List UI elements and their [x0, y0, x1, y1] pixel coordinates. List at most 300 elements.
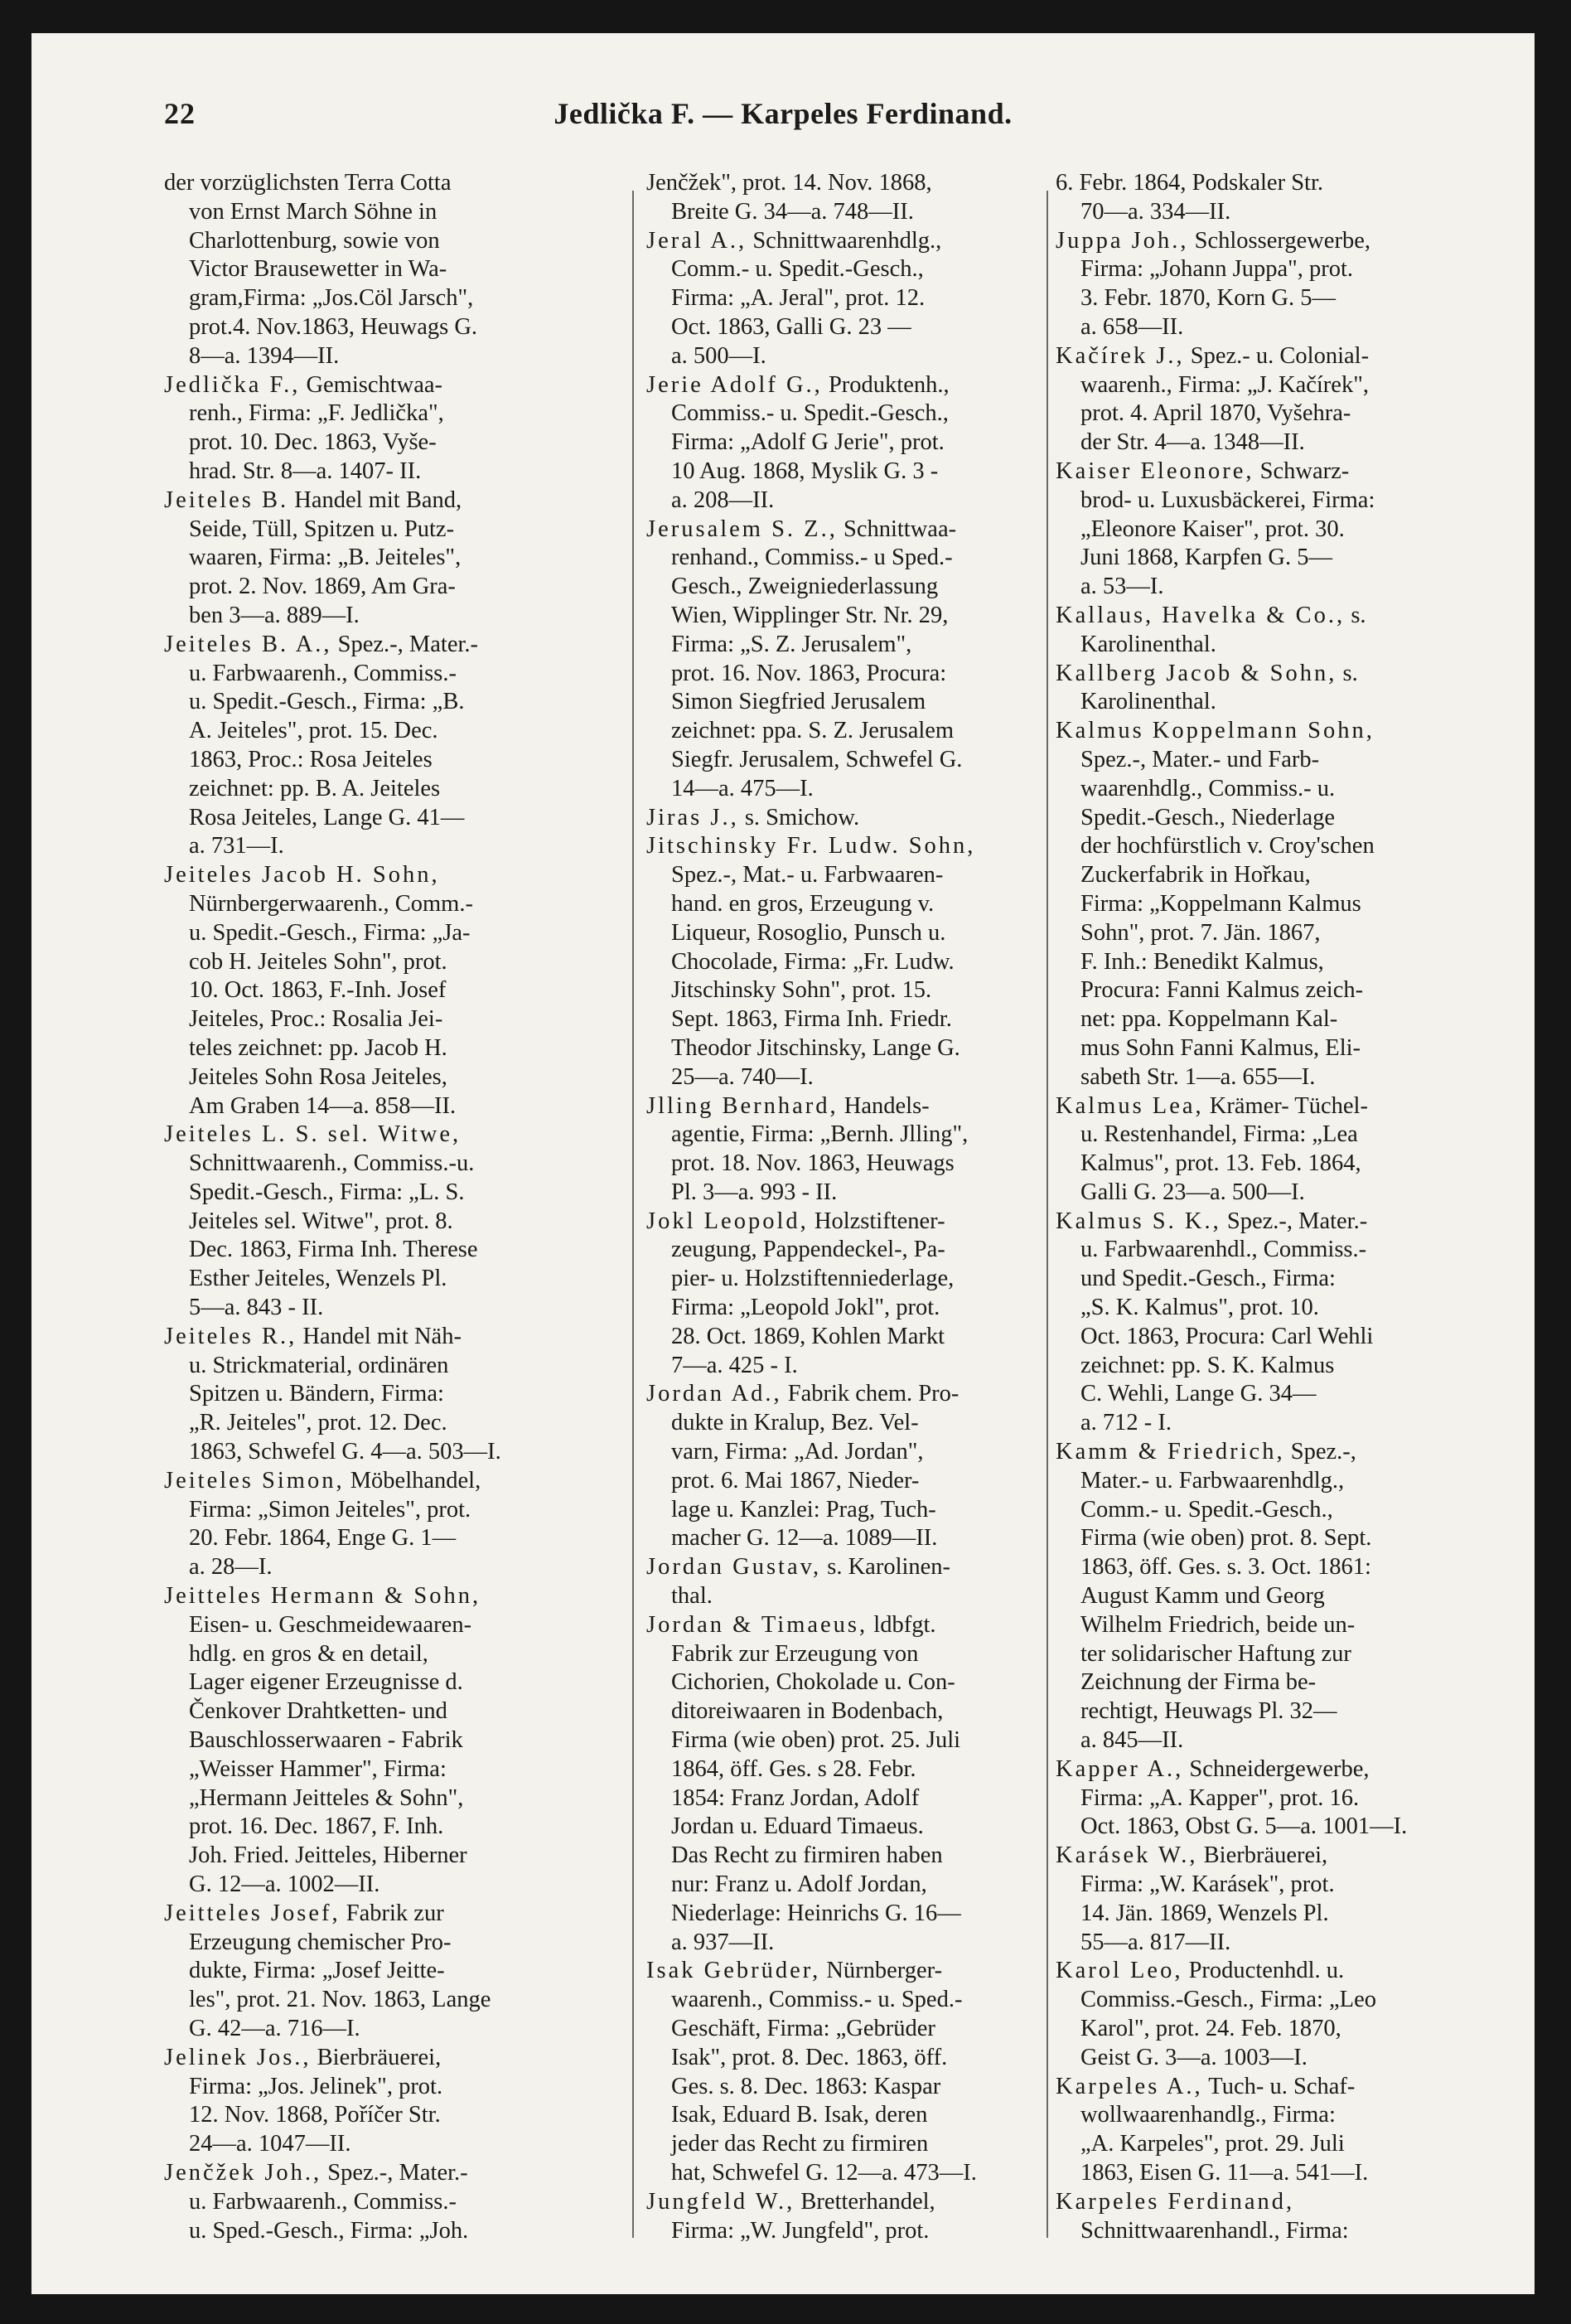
entry-line — [671, 2044, 1084, 2073]
directory-entry — [164, 2159, 603, 2245]
entry-line — [1080, 1005, 1503, 1034]
entry-text: 14. Jän. 1869, Wenzels Pl. — [1080, 1900, 1329, 1926]
entry-text: G. 12—a. 1002—II. — [189, 1871, 380, 1898]
entry-line — [189, 1380, 603, 1409]
entry-line — [1080, 804, 1503, 833]
entry-line — [671, 1842, 1084, 1871]
entry-text: Comm.- u. Spedit.-Gesch., — [671, 256, 924, 283]
entry-line — [1080, 1467, 1503, 1496]
entry-text: a. 712 - I. — [1080, 1410, 1172, 1436]
entry-text: der Str. 4—a. 1348—II. — [1080, 429, 1305, 456]
directory-entry — [164, 169, 603, 371]
entry-name: Kalmus S. K., — [1056, 1208, 1221, 1234]
column-3 — [1056, 169, 1503, 2245]
entry-line — [671, 1063, 1084, 1092]
entry-text: 70—a. 334—II. — [1080, 198, 1231, 225]
entry-name: Jiras J., — [646, 804, 739, 830]
entry-text: Chocolade, Firma: „Fr. Ludw. — [671, 948, 955, 975]
entry-line — [189, 2101, 603, 2130]
directory-entry — [646, 1611, 1084, 1958]
entry-line — [189, 1986, 603, 2015]
entry-line — [646, 169, 1084, 198]
entry-name: Kaiser Eleonore, — [1056, 458, 1254, 484]
entry-line — [189, 399, 603, 428]
entry-line — [1080, 1121, 1503, 1150]
entry-text: von Ernst March Söhne in — [189, 198, 437, 225]
entry-text: Oct. 1863, Obst G. 5—a. 1001—I. — [1080, 1813, 1408, 1840]
entry-text: prot. 6. Mai 1867, Nieder- — [671, 1467, 920, 1494]
entry-text: Jeiteles sel. Witwe", prot. 8. — [189, 1208, 453, 1234]
entry-line — [1056, 717, 1503, 746]
entry-line — [189, 948, 603, 977]
entry-text: Jeiteles Sohn Rosa Jeiteles, — [189, 1063, 447, 1090]
directory-entry — [1056, 602, 1503, 660]
directory-entry — [646, 227, 1084, 371]
entry-line — [671, 919, 1084, 948]
entry-line — [1056, 2188, 1503, 2217]
directory-entry — [1056, 1208, 1503, 1438]
entry-text: brod- u. Luxusbäckerei, Firma: — [1080, 487, 1375, 513]
entry-text: Nürnbergerwaarenh., Comm.- — [189, 890, 473, 917]
entry-name: Kallberg Jacob & Sohn, — [1056, 660, 1337, 686]
entry-text: varn, Firma: „Ad. Jordan", — [671, 1439, 924, 1465]
entry-text: Firma (wie oben) prot. 25. Juli — [671, 1727, 961, 1754]
entry-line — [671, 255, 1084, 284]
entry-line — [189, 746, 603, 775]
entry-text: Schnittwaa- — [843, 516, 957, 542]
entry-text: Sohn", prot. 7. Jän. 1867, — [1080, 919, 1321, 946]
entry-line — [189, 2015, 603, 2044]
entry-line — [1056, 1957, 1503, 1986]
entry-line — [671, 1496, 1084, 1525]
entry-line — [1080, 832, 1503, 861]
entry-line — [671, 1438, 1084, 1467]
entry-text: a. 208—II. — [671, 487, 775, 513]
entry-name: Kapper A., — [1056, 1755, 1184, 1782]
entry-line — [1080, 746, 1503, 775]
entry-line — [671, 1005, 1084, 1034]
entry-line — [671, 1900, 1084, 1929]
entry-text: Zuckerfabrik in Hořkau, — [1080, 862, 1311, 888]
entry-line — [1080, 1179, 1503, 1208]
entry-text: zeichnet: ppa. S. Z. Jerusalem — [671, 718, 955, 744]
entry-text: Spez.-, Mater.- — [1226, 1208, 1368, 1234]
entry-text: Spez.-, Mater.- — [327, 2159, 468, 2186]
entry-line — [1080, 976, 1503, 1005]
entry-line — [1080, 371, 1503, 400]
entry-name: Jitschinsky Fr. Ludw. Sohn, — [646, 833, 976, 859]
entry-line — [1080, 1553, 1503, 1582]
entry-line — [189, 1294, 603, 1323]
directory-entry — [1056, 169, 1503, 227]
entry-text: der hochfürstlich v. Croy'schen — [1080, 833, 1375, 859]
entry-text: 1863, Schwefel G. 4—a. 503—I. — [189, 1439, 501, 1465]
entry-line — [189, 1150, 603, 1179]
entry-line — [671, 313, 1084, 342]
entry-line — [671, 2159, 1084, 2188]
entry-text: Geschäft, Firma: „Gebrüder — [671, 2016, 935, 2041]
entry-text: a. 500—I. — [671, 342, 766, 369]
entry-line — [671, 1668, 1084, 1697]
entry-text: waarenhdlg., Commiss.- u. — [1080, 775, 1336, 801]
entry-text: Fabrik chem. Pro- — [787, 1381, 960, 1407]
entry-name: Jeral A., — [646, 227, 747, 254]
entry-line — [189, 544, 603, 573]
entry-text: prot. 2. Nov. 1869, Am Gra- — [189, 574, 456, 600]
entry-text: „S. K. Kalmus", prot. 10. — [1080, 1295, 1319, 1321]
entry-text: Lager eigener Erzeugnisse d. — [189, 1669, 463, 1696]
entry-text: ben 3—a. 889—I. — [189, 602, 360, 628]
entry-text: Ges. s. 8. Dec. 1863: Kaspar — [671, 2073, 941, 2099]
entry-text: „Weisser Hammer", Firma: — [189, 1755, 447, 1782]
page-header — [31, 96, 1535, 146]
entry-text: 6. Febr. 1864, Podskaler Str. — [1056, 170, 1324, 196]
entry-line — [671, 2217, 1084, 2246]
entry-text: les", prot. 21. Nov. 1863, Lange — [189, 1987, 491, 2013]
entry-line — [189, 660, 603, 689]
entry-line — [189, 1929, 603, 1958]
entry-line — [189, 2073, 603, 2102]
entry-line — [1080, 1294, 1503, 1323]
entry-line — [1080, 1236, 1503, 1265]
entry-text: der vorzüglichsten Terra Cotta — [164, 170, 452, 196]
entry-line — [164, 861, 603, 890]
entry-line — [189, 1611, 603, 1640]
entry-text: 28. Oct. 1869, Kohlen Markt — [671, 1323, 945, 1349]
entry-line — [189, 2188, 603, 2217]
entry-text: Tuch- u. Schaf- — [1208, 2073, 1356, 2099]
entry-line — [646, 804, 1084, 833]
entry-text: u. Spedit.-Gesch., Firma: „Ja- — [189, 919, 471, 946]
entry-line — [671, 890, 1084, 919]
entry-text: prot. 18. Nov. 1863, Heuwags — [671, 1150, 955, 1177]
directory-entry — [1056, 2188, 1503, 2246]
entry-line — [189, 1265, 603, 1294]
entry-text: Gemischtwaa- — [306, 371, 443, 398]
entry-line — [671, 1986, 1084, 2015]
entry-line — [189, 2217, 603, 2246]
entry-text: Holzstiftener- — [814, 1208, 945, 1234]
entry-name: Isak Gebrüder, — [646, 1958, 821, 1984]
entry-line — [189, 1179, 603, 1208]
entry-line — [189, 1034, 603, 1063]
entry-line — [1080, 255, 1503, 284]
entry-text: August Kamm und Georg — [1080, 1583, 1325, 1610]
directory-entry — [1056, 2073, 1503, 2188]
entry-text: cob H. Jeiteles Sohn", prot. — [189, 948, 447, 975]
entry-text: Spez.-, Mater.- und Farb- — [1080, 746, 1320, 772]
entry-text: Firma: „W. Karásek", prot. — [1080, 1871, 1335, 1898]
entry-line — [1080, 688, 1503, 717]
entry-name: Jerie Adolf G., — [646, 371, 823, 398]
entry-name: Kačírek J., — [1056, 342, 1185, 369]
entry-text: 10 Aug. 1868, Myslik G. 3 - — [671, 458, 939, 484]
entry-line — [671, 1813, 1084, 1842]
entry-text: Möbelhandel, — [350, 1467, 481, 1494]
entry-name: Juppa Joh., — [1056, 227, 1189, 254]
entry-line — [189, 1842, 603, 1871]
entry-text: hdlg. en gros & en detail, — [189, 1640, 428, 1667]
entry-text: Zeichnung der Firma be- — [1080, 1669, 1317, 1696]
entry-line — [189, 775, 603, 804]
entry-line — [1080, 516, 1503, 545]
column-divider — [632, 191, 634, 2238]
entry-text: zeichnet: pp. S. K. Kalmus — [1080, 1352, 1335, 1378]
entry-text: Spez.-, Mat.- u. Farbwaaren- — [671, 862, 944, 888]
entry-name: Jeiteles B. — [164, 487, 289, 513]
entry-text: Siegfr. Jerusalem, Schwefel G. — [671, 746, 963, 772]
entry-line — [671, 660, 1084, 689]
entry-text: Galli G. 23—a. 500—I. — [1080, 1179, 1305, 1205]
entry-line — [671, 284, 1084, 313]
entry-line — [1080, 2044, 1503, 2073]
entry-text: renhand., Commiss.- u Sped.- — [671, 545, 953, 571]
entry-line — [1080, 2159, 1503, 2188]
directory-entry — [164, 1582, 603, 1900]
entry-text: dukte, Firma: „Josef Jeitte- — [189, 1958, 445, 1984]
entry-name: Jlling Bernhard, — [646, 1092, 839, 1119]
entry-text: lage u. Kanzlei: Prag, Tuch- — [671, 1496, 936, 1523]
entry-text: Firma: „Johann Juppa", prot. — [1080, 256, 1354, 283]
entry-text: Karol", prot. 24. Feb. 1870, — [1080, 2016, 1341, 2041]
directory-entry — [646, 2188, 1084, 2246]
entry-line — [1056, 1842, 1503, 1871]
entry-text: „A. Karpeles", prot. 29. Juli — [1080, 2131, 1345, 2157]
entry-line — [1080, 1726, 1503, 1755]
entry-line — [671, 861, 1084, 890]
entry-line — [189, 1957, 603, 1986]
entry-line — [1080, 1640, 1503, 1669]
entry-text: Cichorien, Chokolade u. Con- — [671, 1669, 955, 1696]
entry-name: Jedlička F., — [164, 371, 301, 398]
entry-text: Comm.- u. Spedit.-Gesch., — [1080, 1496, 1333, 1523]
entry-line — [1080, 2130, 1503, 2159]
entry-text: Sept. 1863, Firma Inh. Friedr. — [671, 1006, 952, 1033]
directory-entry — [646, 1208, 1084, 1381]
entry-line — [164, 631, 603, 660]
entry-line — [189, 458, 603, 487]
entry-line — [671, 1352, 1084, 1381]
entry-name: Karol Leo, — [1056, 1958, 1183, 1984]
entry-text: 10. Oct. 1863, F.-Inh. Josef — [189, 977, 447, 1004]
directory-entry — [646, 832, 1084, 1092]
entry-line — [671, 2015, 1084, 2044]
entry-text: Schneidergewerbe, — [1189, 1755, 1370, 1782]
directory-entry — [646, 1957, 1084, 2187]
entry-line — [164, 1900, 603, 1929]
entry-line — [189, 976, 603, 1005]
entry-line — [1080, 1380, 1503, 1409]
entry-text: u. Sped.-Gesch., Firma: „Joh. — [189, 2217, 469, 2244]
entry-text: Spez.-, — [1290, 1439, 1356, 1465]
entry-line — [646, 1957, 1084, 1986]
entry-line — [1080, 284, 1503, 313]
entry-text: Firma: „Simon Jeiteles", prot. — [189, 1496, 471, 1523]
entry-line — [189, 1726, 603, 1755]
entry-line — [671, 1409, 1084, 1438]
entry-line — [1080, 1697, 1503, 1726]
entry-line — [671, 1323, 1084, 1352]
entry-name: Jenčžek Joh., — [164, 2159, 322, 2186]
entry-line — [189, 1063, 603, 1092]
directory-entry — [164, 1121, 603, 1323]
entry-line — [189, 1553, 603, 1582]
entry-text: s. Smichow. — [744, 804, 860, 830]
entry-text: 12. Nov. 1868, Poříčer Str. — [189, 2102, 441, 2128]
entry-text: waarenh., Commiss.- u. Sped.- — [671, 1987, 963, 2013]
entry-text: Spez.- u. Colonial- — [1190, 342, 1370, 369]
entry-text: Spez.-, Mater.- — [337, 631, 479, 657]
entry-text: Isak, Eduard B. Isak, deren — [671, 2102, 928, 2128]
entry-name: Kallaus, Havelka & Co., — [1056, 602, 1346, 628]
entry-text: prot. 16. Dec. 1867, F. Inh. — [189, 1813, 444, 1840]
entry-text: Oct. 1863, Procura: Carl Wehli — [1080, 1323, 1374, 1349]
entry-name: Kalmus Koppelmann Sohn, — [1056, 718, 1375, 744]
entry-text: Kalmus", prot. 13. Feb. 1864, — [1080, 1150, 1361, 1177]
entry-text: Firma: „W. Jungfeld", prot. — [671, 2217, 930, 2244]
entry-line — [1080, 1034, 1503, 1063]
entry-line — [671, 399, 1084, 428]
entry-line — [189, 890, 603, 919]
column-2 — [646, 169, 1084, 2245]
entry-line — [1056, 342, 1503, 371]
entry-line — [189, 227, 603, 256]
entry-line — [1080, 1582, 1503, 1611]
entry-text: agentie, Firma: „Bernh. Jlling", — [671, 1121, 969, 1148]
entry-text: Bauschlosserwaaren - Fabrik — [189, 1727, 463, 1754]
entry-line — [646, 516, 1084, 545]
directory-entry — [1056, 660, 1503, 718]
directory-entry — [1056, 342, 1503, 458]
entry-name: Karpeles Ferdinand, — [1056, 2188, 1295, 2215]
entry-name: Jeitteles Hermann & Sohn, — [164, 1583, 481, 1610]
entry-text: a. 937—II. — [671, 1929, 775, 1955]
entry-line — [1056, 1092, 1503, 1121]
entry-text: Handel mit Band, — [294, 487, 462, 513]
entry-text: hrad. Str. 8—a. 1407- II. — [189, 458, 422, 484]
entry-text: Geist G. 3—a. 1003—I. — [1080, 2044, 1308, 2070]
entry-line — [189, 1496, 603, 1525]
directory-entry — [164, 1323, 603, 1467]
entry-text: und Spedit.-Gesch., Firma: — [1080, 1266, 1336, 1292]
entry-text: hat, Schwefel G. 12—a. 473—I. — [671, 2159, 977, 2186]
entry-text: 25—a. 740—I. — [671, 1063, 814, 1090]
entry-line — [189, 1697, 603, 1726]
entry-text: Jordan u. Eduard Timaeus. — [671, 1813, 924, 1840]
entry-line — [1080, 1524, 1503, 1553]
entry-line — [671, 1524, 1084, 1553]
entry-text: Gesch., Zweigniederlassung — [671, 574, 939, 600]
entry-line — [189, 688, 603, 717]
entry-text: Firma: „Adolf G Jerie", prot. — [671, 429, 945, 456]
entry-text: pier- u. Holzstiftenniederlage, — [671, 1266, 955, 1292]
entry-text: 20. Febr. 1864, Enge G. 1— — [189, 1525, 457, 1552]
entry-text: Oct. 1863, Galli G. 23 — — [671, 313, 911, 340]
directory-entry — [646, 516, 1084, 804]
entry-line — [1080, 544, 1503, 573]
entry-line — [646, 371, 1084, 400]
entry-line — [671, 544, 1084, 573]
entry-text: Productenhdl. u. — [1188, 1958, 1345, 1984]
entry-text: ter solidarischer Haftung zur — [1080, 1640, 1351, 1667]
entry-line — [1080, 948, 1503, 977]
entry-text: Firma: „Leopold Jokl", prot. — [671, 1295, 940, 1321]
entry-text: Schnittwaarenhandl., Firma: — [1080, 2217, 1349, 2244]
entry-line — [1080, 313, 1503, 342]
entry-text: 5—a. 843 - II. — [189, 1295, 324, 1321]
directory-entry — [164, 861, 603, 1121]
entry-line — [1080, 573, 1503, 602]
entry-line — [1056, 1438, 1503, 1467]
entry-text: s. — [1342, 660, 1358, 686]
entry-line — [189, 1755, 603, 1784]
entry-text: Schwarz- — [1259, 458, 1350, 484]
entry-text: 55—a. 817—II. — [1080, 1929, 1231, 1955]
entry-line — [1080, 1668, 1503, 1697]
entry-name: Jokl Leopold, — [646, 1208, 809, 1234]
entry-text: Nürnberger- — [826, 1958, 943, 1984]
entry-text: Schnittwaarenh., Commiss.-u. — [189, 1150, 475, 1177]
entry-line — [1080, 428, 1503, 458]
entry-name: Kalmus Lea, — [1056, 1092, 1204, 1119]
entry-name: Jeitteles Josef, — [164, 1900, 341, 1926]
entry-text: Commiss.-Gesch., Firma: „Leo — [1080, 1987, 1376, 2013]
entry-line — [189, 1871, 603, 1900]
entry-text: Wien, Wipplinger Str. Nr. 29, — [671, 602, 949, 628]
entry-line — [1080, 1986, 1503, 2015]
entry-text: s. — [1351, 602, 1366, 628]
entry-text: Bretterhandel, — [800, 2188, 935, 2215]
entry-line — [1080, 1611, 1503, 1640]
entry-line — [671, 1150, 1084, 1179]
entry-name: Jordan Gustav, — [646, 1554, 822, 1581]
entry-line — [189, 1784, 603, 1813]
entry-line — [189, 1524, 603, 1553]
entry-text: Victor Brausewetter in Wa- — [189, 256, 447, 283]
entry-line — [671, 1726, 1084, 1755]
column-1 — [164, 169, 603, 2245]
entry-text: prot. 4. April 1870, Vyšehra- — [1080, 400, 1351, 427]
directory-entry — [646, 1092, 1084, 1208]
entry-text: Krämer- Tüchel- — [1209, 1092, 1368, 1119]
entry-text: F. Inh.: Benedikt Kalmus, — [1080, 948, 1324, 975]
entry-line — [671, 976, 1084, 1005]
directory-entry — [164, 487, 603, 631]
entry-line — [1056, 1755, 1503, 1784]
running-title: Jedlička F. — Karpeles Ferdinand. — [553, 97, 1013, 130]
entry-text: waarenh., Firma: „J. Kačírek", — [1080, 371, 1369, 398]
entry-text: Liqueur, Rosoglio, Punsch u. — [671, 919, 946, 946]
entry-text: waaren, Firma: „B. Jeiteles", — [189, 545, 462, 571]
entry-text: G. 42—a. 716—I. — [189, 2016, 360, 2041]
entry-line — [671, 1697, 1084, 1726]
entry-line — [671, 717, 1084, 746]
entry-line — [189, 1668, 603, 1697]
entry-line — [164, 2159, 603, 2188]
entry-text: Fabrik zur Erzeugung von — [671, 1640, 919, 1667]
entry-line — [164, 1121, 603, 1150]
entry-line — [671, 2073, 1084, 2102]
entry-text: s. Karolinen- — [827, 1554, 951, 1581]
entry-line — [671, 775, 1084, 804]
entry-text: Theodor Jitschinsky, Lange G. — [671, 1034, 960, 1061]
entry-line — [671, 1034, 1084, 1063]
entry-name: Jordan Ad., — [646, 1381, 782, 1407]
entry-line — [164, 1582, 603, 1611]
entry-line — [1080, 1784, 1503, 1813]
entry-text: mus Sohn Fanni Kalmus, Eli- — [1080, 1034, 1361, 1061]
entry-line — [671, 1236, 1084, 1265]
